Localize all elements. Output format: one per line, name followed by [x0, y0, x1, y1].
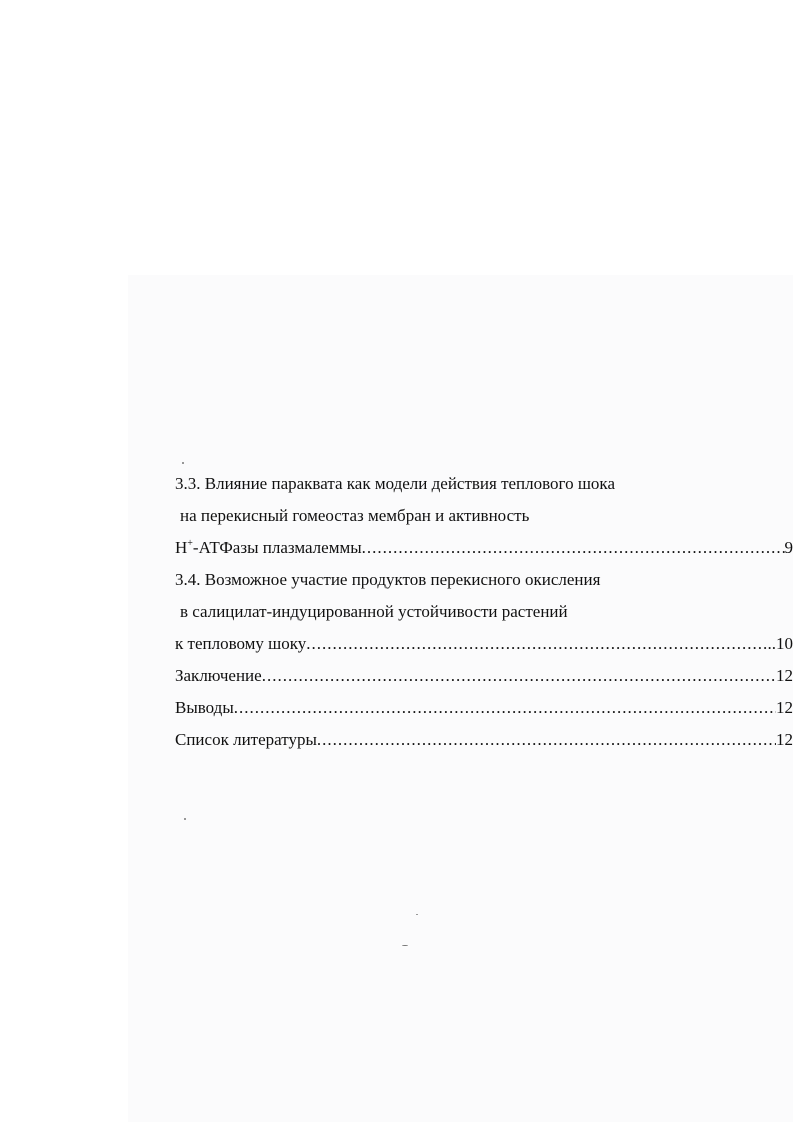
dot-leader: [262, 660, 776, 692]
dot-leader: [362, 532, 785, 564]
scan-speck: [182, 462, 184, 464]
page-number: 9: [784, 538, 793, 557]
toc-entry-3-4-line-1: [175, 564, 793, 596]
toc-entry-title-rest: -АТФазы плазмалеммы: [192, 538, 362, 557]
toc-entry-text: Заключение: [175, 666, 262, 685]
toc-entry-3-4-line-2: [175, 596, 793, 628]
dot-leader: [317, 724, 776, 756]
toc-entry-text: Выводы: [175, 698, 234, 717]
dot-leader: [306, 628, 767, 660]
toc-entry-text: Список литературы: [175, 730, 317, 749]
toc-entry-text: на перекисный гомеостаз мембран и активность: [180, 506, 530, 525]
toc-entry-conclusion: [175, 660, 793, 692]
toc-entry-references: [175, 724, 793, 756]
toc-entry-3-4-line-3: [175, 628, 793, 660]
toc-entry-text: 3.4. Возможное участие продуктов перекисного окисления: [175, 570, 601, 589]
toc-entry-findings: [175, 692, 793, 724]
page-number: 12: [776, 666, 793, 685]
scan-speck: [402, 945, 408, 946]
dot-leader: [234, 692, 776, 724]
scan-speck: [184, 818, 186, 820]
ion-charge: +: [187, 538, 193, 549]
page-number: 12: [776, 730, 793, 749]
page-number: ..10: [767, 634, 793, 653]
hydrogen-symbol: H: [175, 538, 188, 557]
table-of-contents: [175, 468, 793, 756]
toc-entry-3-3-line-2: [175, 500, 793, 532]
toc-entry-text: 3.3. Влияние параквата как модели действия теплового шока: [175, 474, 615, 493]
toc-entry-text: к тепловому шоку: [175, 634, 307, 653]
scan-speck: [416, 914, 418, 915]
toc-entry-3-3-line-1: [175, 468, 793, 500]
page-number: 12: [776, 698, 793, 717]
toc-entry-3-3-line-3: [175, 532, 793, 564]
toc-entry-text: [175, 532, 362, 564]
toc-entry-text: в салицилат-индуцированной устойчивости растений: [180, 602, 568, 621]
